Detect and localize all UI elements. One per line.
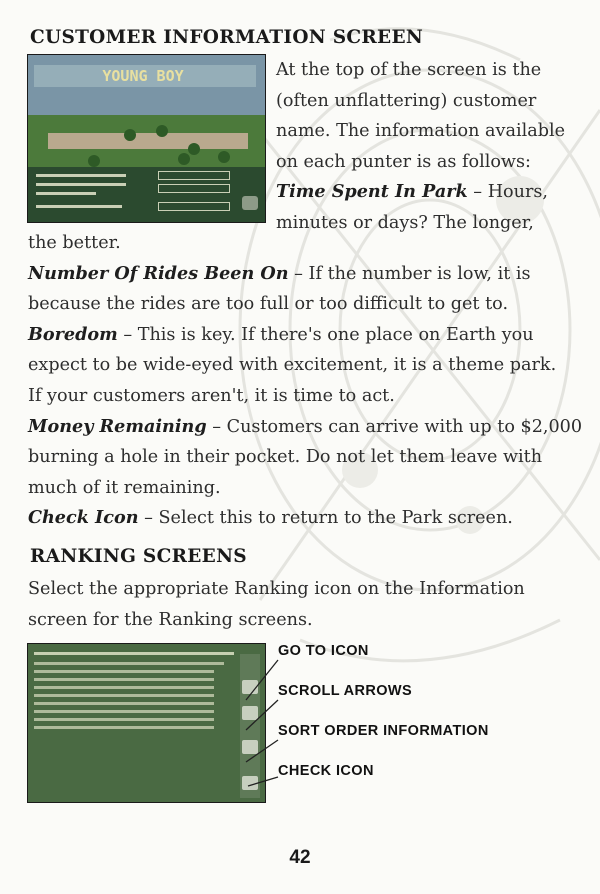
customer-name-label: YOUNG BOY	[102, 67, 184, 85]
customer-items-body: the better. Number Of Rides Been On – If the number is low, it is because the rides are too full or too difficult to get to. Boredom – This is key. If there's one place on Earth you expect to be wide-eyed with excitement, it is a theme park. If your customers aren't, it is time to act. Money Remaining – Customers can arrive with up to $2,000 burning a hole in their pocket. Do not let them leave with much of it remaining. Check Icon – Select this to return to the Park screen.	[28, 228, 582, 534]
item-rides: Number Of Rides Been On – If the number is low, it is	[28, 262, 531, 284]
item-boredom: Boredom – This is key. If there's one place on Earth you	[28, 323, 534, 345]
customer-info-heading: CUSTOMER INFORMATION SCREEN	[30, 27, 424, 48]
customer-intro: At the top of the screen is the (often unflattering) customer name. The information available on each punter is as follows: Time Spent In Park – Hours, minutes or days? The longer,	[276, 60, 565, 233]
callout-sort-order: SORT ORDER INFORMATION	[278, 723, 489, 739]
ranking-intro: Select the appropriate Ranking icon on the Information screen for the Ranking screens.	[28, 579, 525, 630]
item-check-icon: Check Icon – Select this to return to the Park screen.	[28, 507, 513, 529]
item-money: Money Remaining – Customers can arrive with up to $2,000	[28, 415, 583, 437]
callout-go-to-icon: GO TO ICON	[278, 643, 369, 659]
item-time-spent: Time Spent In Park – Hours,	[276, 181, 548, 203]
ranking-heading: RANKING SCREENS	[30, 546, 247, 567]
callout-check-icon: CHECK ICON	[278, 763, 374, 779]
callout-scroll-arrows: SCROLL ARROWS	[278, 683, 413, 699]
page-number: 42	[289, 847, 311, 868]
